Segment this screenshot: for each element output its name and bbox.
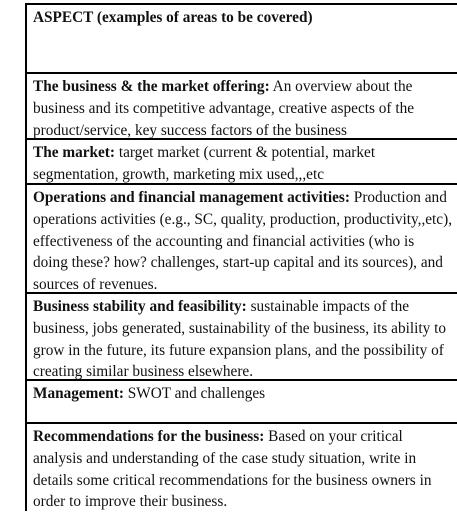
table-row [27,294,457,381]
row-text: target market (current & potential, market segmentation, growth, marketing mix used,,,etc [33,144,376,183]
row-title: The market: [33,144,115,161]
table-row [27,140,457,185]
row-title: Business stability and feasibility: [33,298,247,315]
table-row [27,185,457,294]
row-text: SWOT and challenges [123,385,266,402]
table-row [27,74,457,140]
row-text: sustainable impacts of the business, jobs generated, sustainability of the business, its ability to grow in the future, its future expansion plans, and the possibility of creating similar business elsewhere. [33,298,446,381]
table-row [27,381,457,424]
row-text: An overview about the business and its competitive advantage, creative aspects of the product/service, key success factors of the business [33,78,415,139]
table-row [27,424,457,524]
row-title: The business & the market offering: [33,78,270,95]
table-header: ASPECT (examples of areas to be covered) [33,9,313,26]
table-header-row [27,5,457,74]
row-title: Management: [33,385,124,402]
row-title: Operations and financial management activities: [33,189,350,206]
row-text: Based on your critical analysis and understanding of the case study situation, write in details some critical recommendations for the business owners in order to improve their business. [33,428,432,511]
row-text: Production and operations activities (e.g., SC, quality, production, productivity,,etc), effectiveness of the accounting and financial activities (who is doing these? how? challenges, start-up capital and its sources), and sources of revenues. [33,189,453,294]
aspects-table [25,3,457,511]
row-title: Recommendations for the business: [33,428,265,445]
